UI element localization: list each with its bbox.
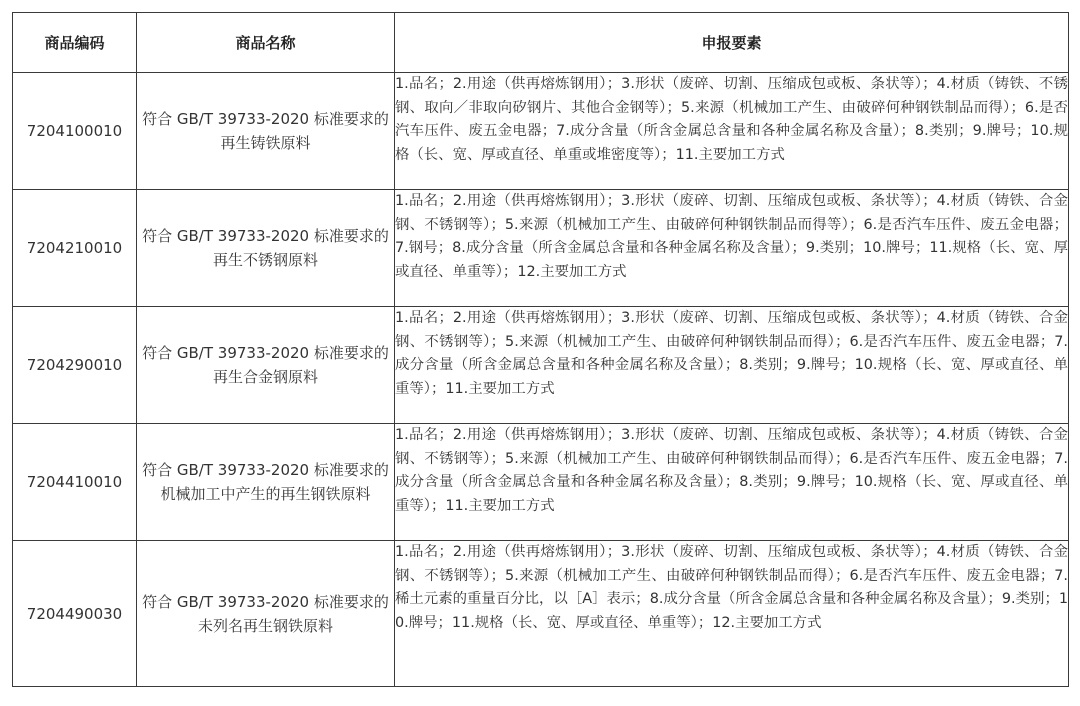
commodity-name-cell: 符合 GB/T 39733-2020 标准要求的再生合金钢原料 xyxy=(137,307,395,424)
table-row xyxy=(13,307,1069,424)
commodity-code-cell: 7204210010 xyxy=(13,190,137,307)
declaration-elements-cell: 1.品名；2.用途（供再熔炼钢用）；3.形状（废碎、切割、压缩成包或板、条状等）；4.材质（铸铁、合金钢、不锈钢等）；5.来源（机械加工产生、由破碎何种钢铁制品而得等）；6.是否汽车压件、废五金电器；7.钢号；8.成分含量（所含金属总含量和各种金属名称及含量）；9.类别；10.牌号；11.规格（长、宽、厚或直径、单重等）；12.主要加工方式 xyxy=(395,190,1069,307)
declaration-elements-cell: 1.品名；2.用途（供再熔炼钢用）；3.形状（废碎、切割、压缩成包或板、条状等）；4.材质（铸铁、合金钢、不锈钢等）；5.来源（机械加工产生、由破碎何种钢铁制品而得）；6.是否汽车压件、废五金电器；7.成分含量（所含金属总含量和各种金属名称及含量）；8.类别；9.牌号；10.规格（长、宽、厚或直径、单重等）；11.主要加工方式 xyxy=(395,307,1069,424)
commodity-code-cell: 7204490030 xyxy=(13,541,137,687)
declaration-elements-cell: 1.品名；2.用途（供再熔炼钢用）；3.形状（废碎、切割、压缩成包或板、条状等）；4.材质（铸铁、合金钢、不锈钢等）；5.来源（机械加工产生、由破碎何种钢铁制品而得）；6.是否汽车压件、废五金电器；7.稀土元素的重量百分比，以［A］表示；8.成分含量（所含金属总含量和各种金属名称及含量）；9.类别；10.牌号；11.规格（长、宽、厚或直径、单重等）；12.主要加工方式 xyxy=(395,541,1069,687)
header-row xyxy=(13,13,1069,73)
table-row xyxy=(13,73,1069,190)
table-row xyxy=(13,190,1069,307)
commodity-name-cell: 符合 GB/T 39733-2020 标准要求的机械加工中产生的再生钢铁原料 xyxy=(137,424,395,541)
header-name: 商品名称 xyxy=(137,13,395,73)
commodity-code-cell: 7204410010 xyxy=(13,424,137,541)
commodity-code-cell: 7204290010 xyxy=(13,307,137,424)
table-body xyxy=(13,73,1069,687)
header-code: 商品编码 xyxy=(13,13,137,73)
table-header xyxy=(13,13,1069,73)
declaration-elements-cell: 1.品名；2.用途（供再熔炼钢用）；3.形状（废碎、切割、压缩成包或板、条状等）；4.材质（铸铁、合金钢、不锈钢等）；5.来源（机械加工产生、由破碎何种钢铁制品而得）；6.是否汽车压件、废五金电器；7.成分含量（所含金属总含量和各种金属名称及含量）；8.类别；9.牌号；10.规格（长、宽、厚或直径、单重等）；11.主要加工方式 xyxy=(395,424,1069,541)
commodity-name-cell: 符合 GB/T 39733-2020 标准要求的未列名再生钢铁原料 xyxy=(137,541,395,687)
commodity-code-cell: 7204100010 xyxy=(13,73,137,190)
table-row xyxy=(13,541,1069,687)
header-elements: 申报要素 xyxy=(395,13,1069,73)
document-page xyxy=(12,12,1068,687)
commodity-name-cell: 符合 GB/T 39733-2020 标准要求的再生不锈钢原料 xyxy=(137,190,395,307)
commodity-name-cell: 符合 GB/T 39733-2020 标准要求的再生铸铁原料 xyxy=(137,73,395,190)
declaration-elements-cell: 1.品名；2.用途（供再熔炼钢用）；3.形状（废碎、切割、压缩成包或板、条状等）；4.材质（铸铁、不锈钢、取向／非取向矽钢片、其他合金钢等）；5.来源（机械加工产生、由破碎何种钢铁制品而得）；6.是否汽车压件、废五金电器；7.成分含量（所含金属总含量和各种金属名称及含量）；8.类别；9.牌号；10.规格（长、宽、厚或直径、单重或堆密度等）；11.主要加工方式 xyxy=(395,73,1069,190)
table-row xyxy=(13,424,1069,541)
declaration-elements-table xyxy=(12,12,1069,687)
